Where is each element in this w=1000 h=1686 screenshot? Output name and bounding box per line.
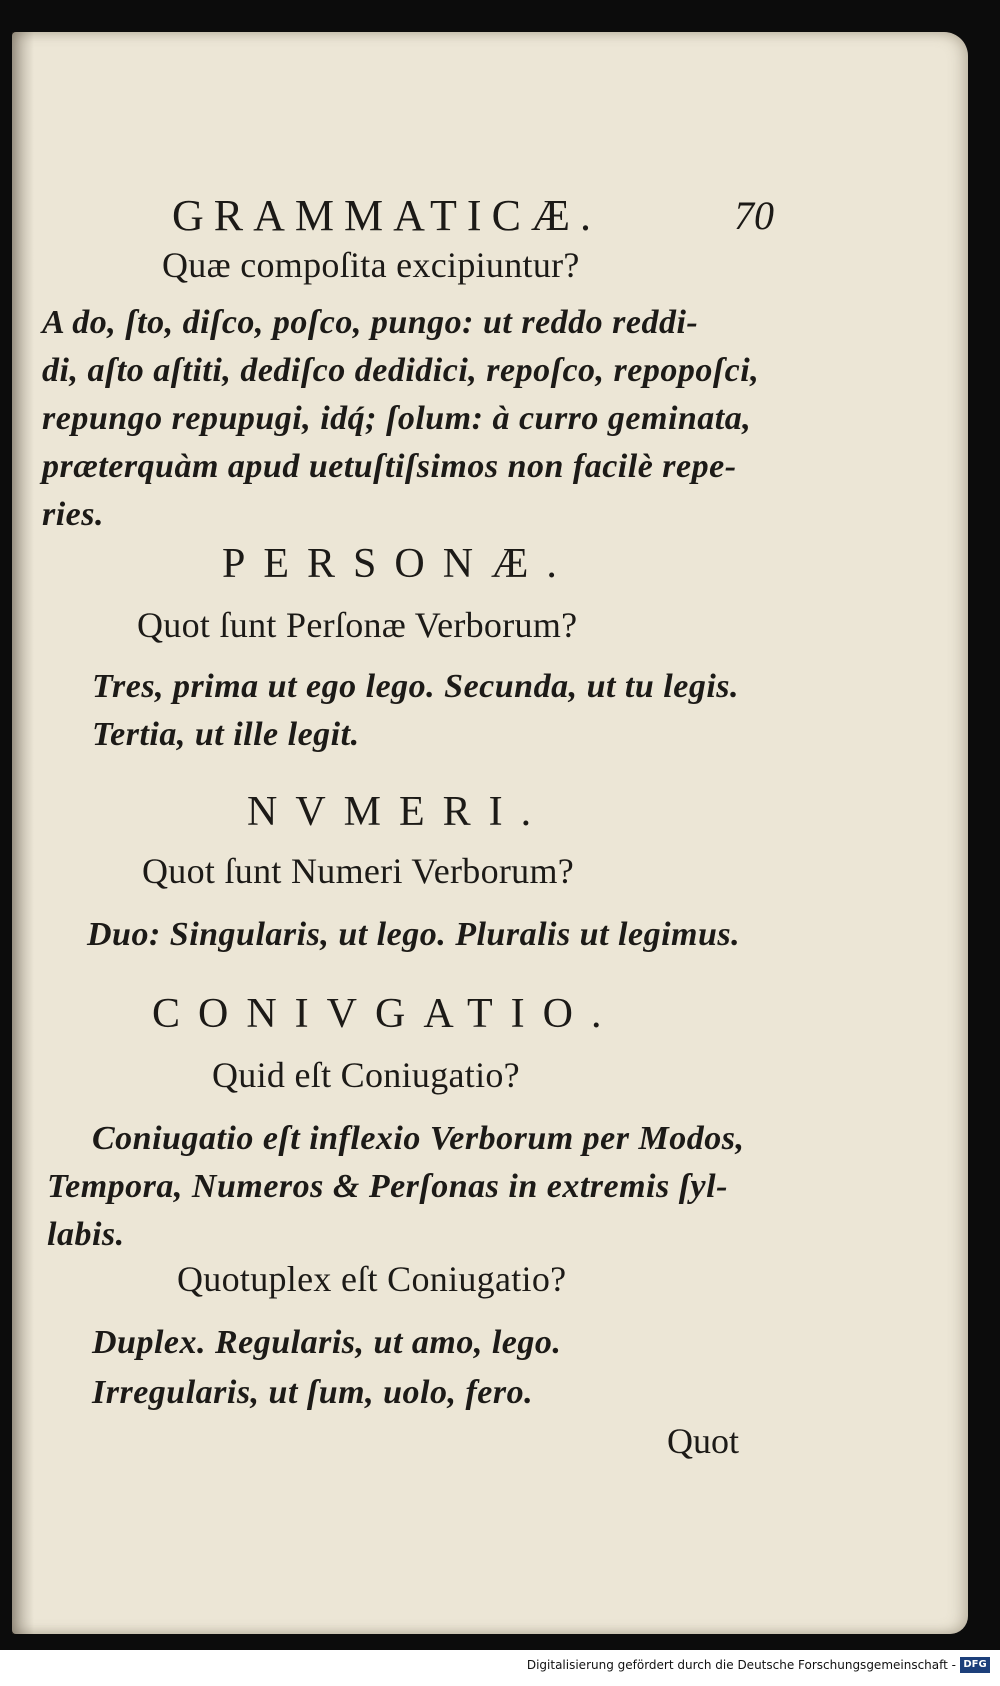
folio-number: 70 [734,193,774,238]
answer-line: Tempora, Numeros & Perſonas in extremis ſyl- [47,1168,728,1205]
answer-line: di, aſto aſtiti, dediſco dedidici, repoſco, repopoſci, [42,352,760,389]
running-head: GRAMMATICÆ. [172,191,602,240]
answer-line: labis. [47,1216,125,1253]
answer-line: prӕterquàm apud uetuſtiſsimos non facilè repe- [42,448,737,485]
question-line: Quid eſt Coniugatio? [212,1055,520,1095]
dfg-logo-icon: DFG [960,1657,990,1673]
answer-line: Duplex. Regularis, ut amo, lego. [92,1324,562,1361]
answer-line: ries. [42,496,104,533]
section-heading-personae: PERSONÆ. [222,541,575,587]
answer-line: Tertia, ut ille legit. [92,716,360,753]
question-line: Quot ſunt Perſonæ Verborum? [137,605,578,645]
book-page [12,32,968,1634]
question-line: Quot ſunt Numeri Verborum? [142,851,575,891]
answer-line: A do, ſto, diſco, poſco, pungo: ut reddo reddi- [42,304,699,341]
catchword: Quot [667,1421,739,1461]
answer-line: Duo: Singularis, ut lego. Pluralis ut legimus. [87,916,741,953]
answer-line: Irregularis, ut ſum, uolo, fero. [92,1374,534,1411]
question-line: Quæ compoſita excipiuntur? [162,245,580,285]
footer-bar [0,1650,1000,1686]
answer-line: Coniugatio eſt inflexio Verborum per Modos, [92,1120,745,1157]
question-line: Quotuplex eſt Coniugatio? [177,1259,567,1299]
section-heading-coniugatio: CONIVGATIO. [152,991,620,1037]
answer-line: repungo repupugi, idq́; ſolum: à curro geminata, [42,400,752,437]
funding-credit: Digitalisierung gefördert durch die Deutsche Forschungsgemeinschaft - [526,1658,956,1672]
section-heading-numeri: NVMERI. [247,789,550,835]
answer-line: Tres, prima ut ego lego. Secunda, ut tu legis. [92,668,740,705]
